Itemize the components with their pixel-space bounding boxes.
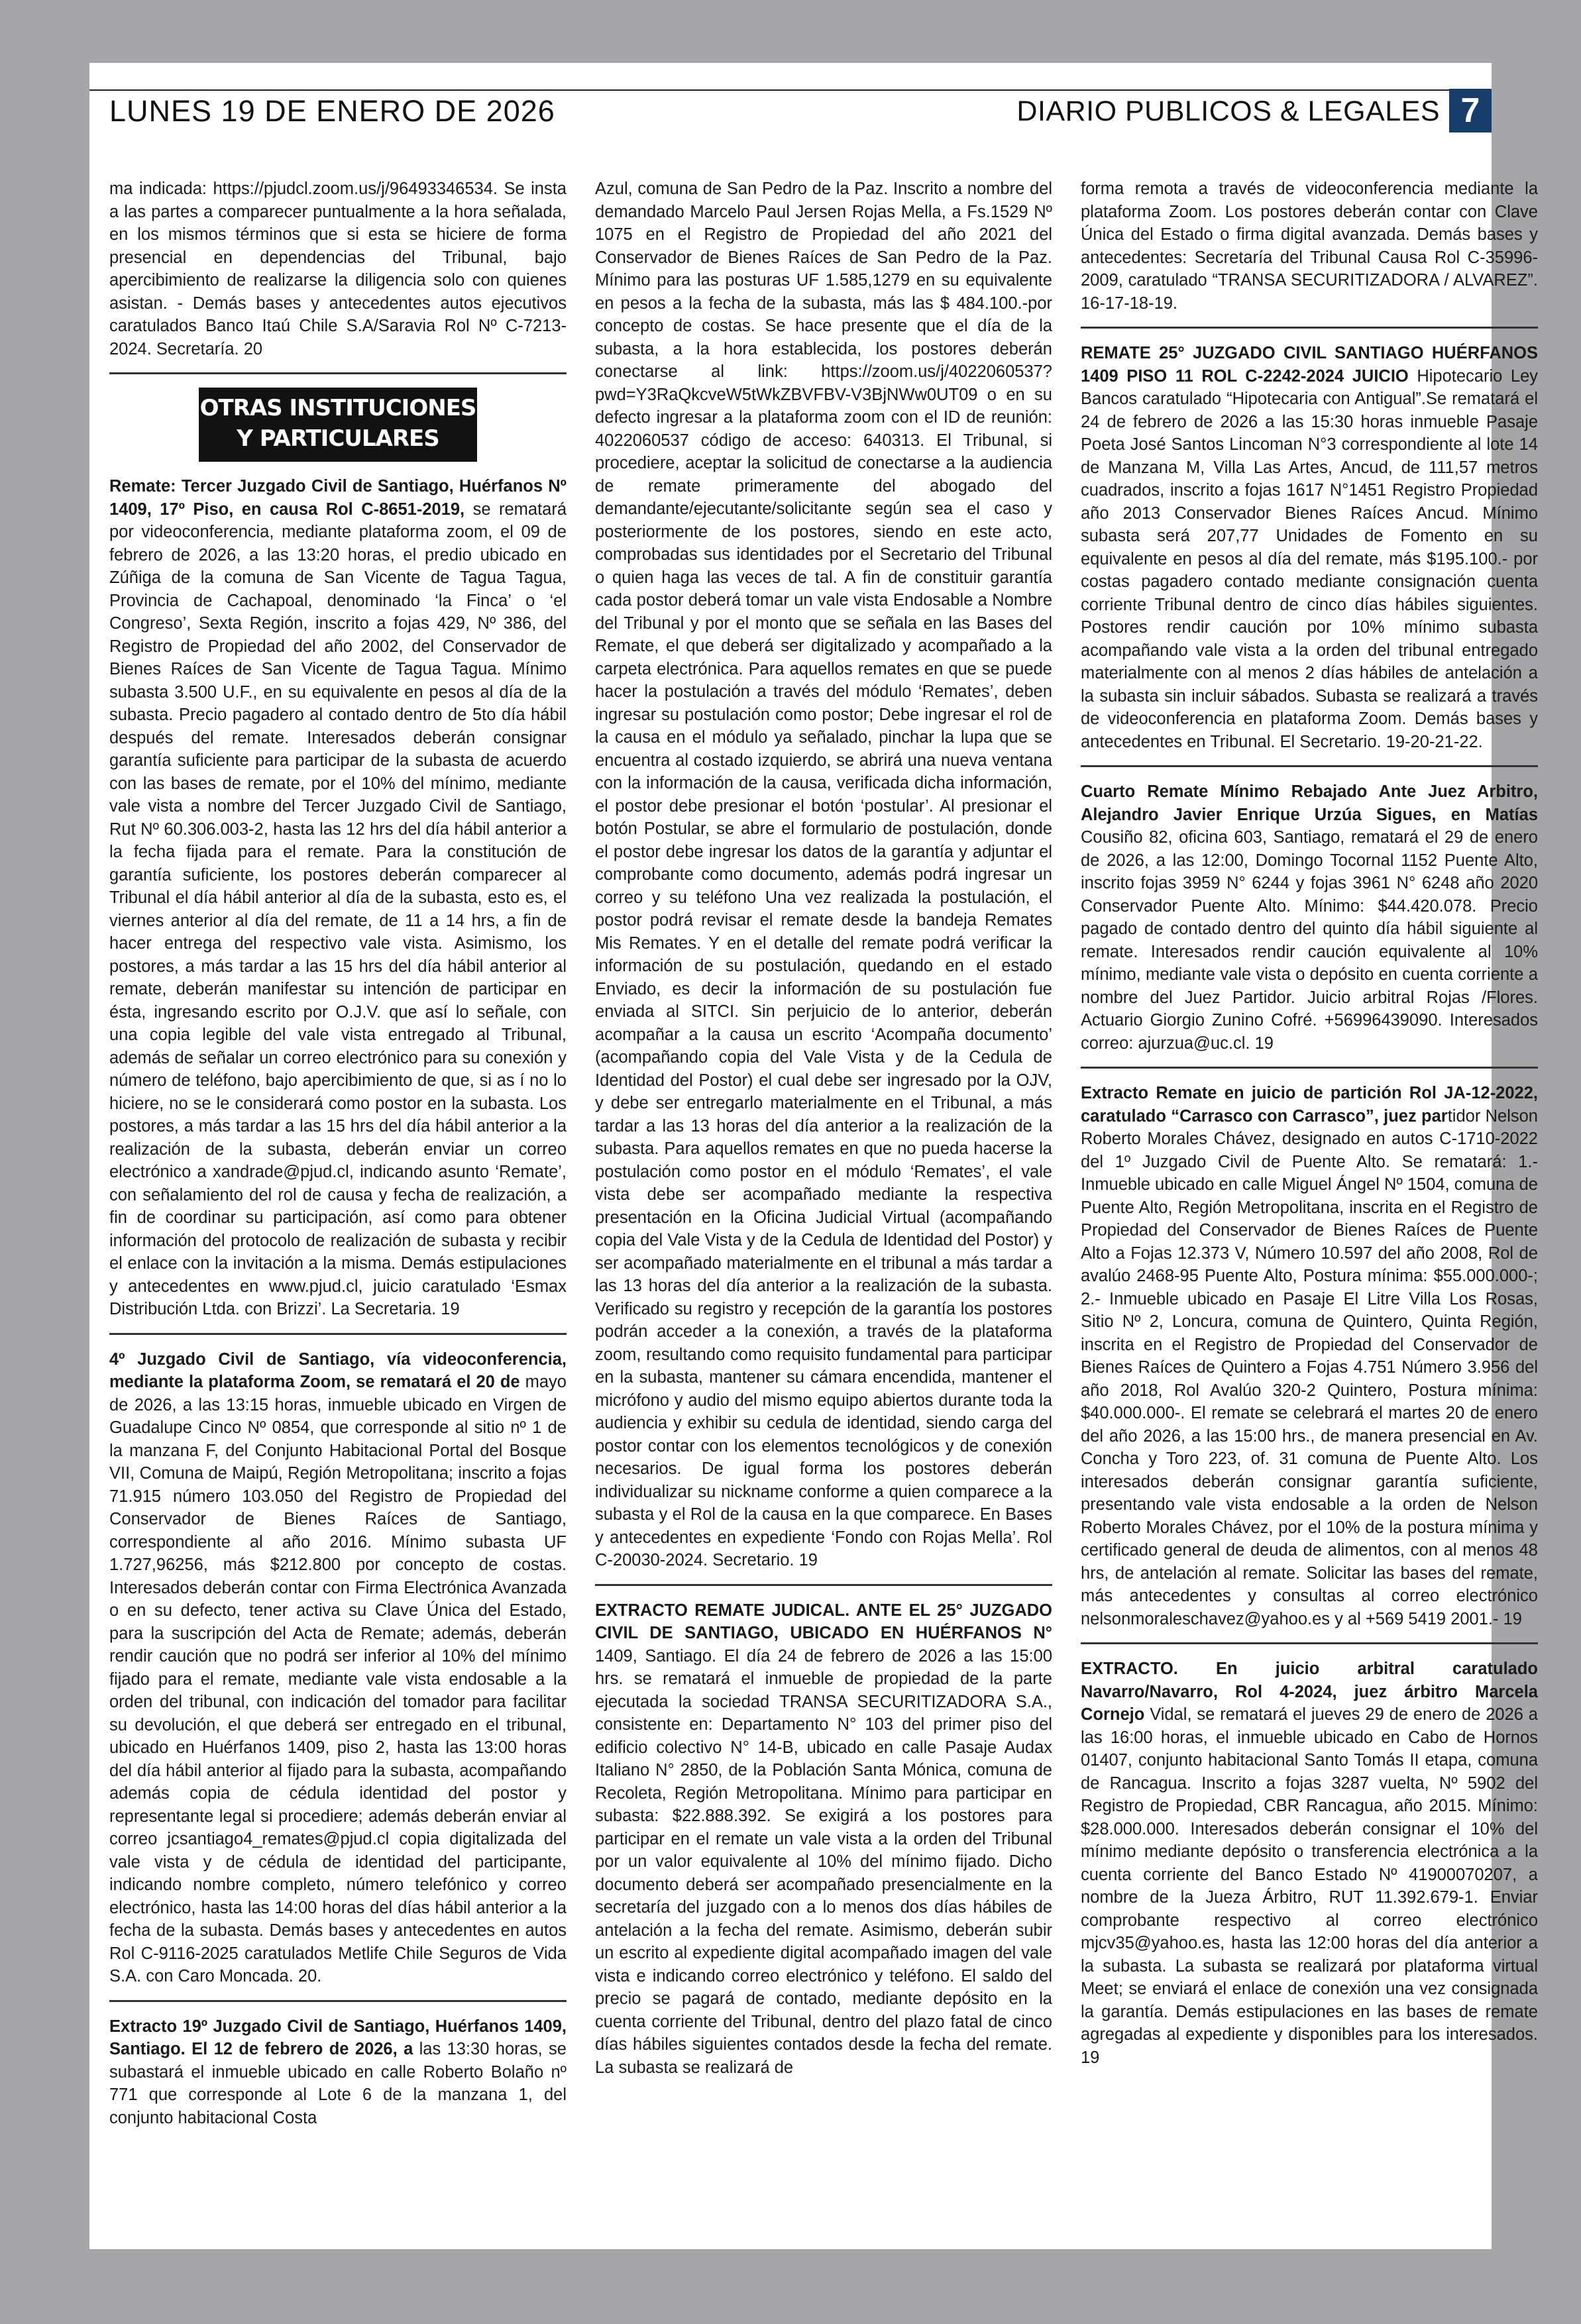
header-rule <box>89 89 1492 91</box>
notice-title: REMATE 25° JUZGADO CIVIL SANTIAGO HUÉRFANOS 1409 PISO 11 ROL C-2242-2024 JUICIO <box>1081 344 1538 386</box>
notice-title: Extracto Remate en juicio de partición Rol JA-12-2022, caratulado “Carrasco con Carrasco”, juez par <box>1081 1084 1538 1126</box>
notice-body: Azul, comuna de San Pedro de la Paz. Inscrito a nombre del demandado Marcelo Paul Jersen Rojas Mella, a Fs.1529 Nº 1075 en el Registro de Propiedad del año 2021 del Conservador de Bienes Raíces de San Pedro de la Paz. Mínimo para las posturas UF 1.585,1279 en su equivalente en pesos a la fecha de la subasta, más las $ 484.100.-por concepto de costas. Se hace presente que el día de la subasta, a la hora establecida, los postores deberán conectarse al link: https://zoom.us/j/4022060537?pwd=Y3RaQkcveW5tWkZBVFBV-V3BjNWw0UT09 o en su defecto ingresar a la plataforma zoom con el ID de reunión: 4022060537 código de acceso: 640313. El Tribunal, si procediere, aceptar la solicitud de conectarse a la audiencia de remate primeramente del abogado del demandante/ejecutante/solicitante según sea el caso y posteriormente de los postores, siendo en este acto, comprobadas sus identidades por el Secretario del Tribunal o quien haga las veces de tal. A fin de constituir garantía cada postor deberá tomar un vale vista Endosable a Nombre del Tribunal y por el monto que se señala en las Bases del Remate, el que deberá ser digitalizado y acompañado a la carpeta electrónica. Para aquellos remates en que se puede hacer la postulación a través del módulo ‘Remates’, deben ingresar su postulación como postor; Debe ingresar el rol de la causa en el módulo ya señalado, pinchar la lupa que se encuentra al costado izquierdo, se abrirá una nueva ventana con la información de la causa, verificada dicha información, el postor debe presionar el botón ‘postular’. Al presionar el botón Postular, se abre el formulario de postulación, donde el postor debe ingresar los datos de la garantía y adjuntar el comprobante como documento, además podrá ingresar un correo y su teléfono Una vez realizada la postulación, el postor podrá revisar el remate desde la bandeja Remates Mis Remates. Y en el detalle del remate podrá verificar la información de su postulación, quedando en el estado Enviado, es decir la información de su postulación fue enviada al SITCI. Sin perjuicio de lo anterior, deberán acompañar a la causa un escrito ‘Acompaña documento’ (acompañando copia del Vale Vista y de la Cedula de Identidad del Postor) el cual debe ser ingresado por la OJV, y debe ser entregarlo materialmente en el Tribunal, a más tardar a las 13 horas del día anterior a la realización de la subasta. Para aquellos remates en que no pueda hacerse la postulación como postor en el módulo ‘Remates’, el vale vista debe ser acompañado mediante la respectiva presentación en la Oficina Judicial Virtual (acompañando copia del Vale Vista y de la Cedula de Identidad del Postor) y ser acompañado materialmente en el tribunal a más tardar a las 13 horas del día anterior a la realización de la subasta. Verificado su registro y recepción de la garantía los postores podrán acceder a la conexión, a través de la plataforma zoom, resultando como requisito fundamental para participar en la subasta, mantener su cámara encendida, mantener el micrófono y audio del mismo equipo abiertos durante toda la audiencia y exhibir su cedula de identidad, siendo carga del postor contar con los elementos tecnológicos y de conexión necesarios. De igual forma los postores deberán individualizar su nickname conforme a quien comparece a la subasta y el Rol de la causa en la que comparece. En Bases y antecedentes en expediente ‘Fondo con Rojas Mella’. Rol C-20030-2024. Secretario. 19 <box>595 180 1052 1569</box>
notice-body: forma remota a través de videoconferencia mediante la plataforma Zoom. Los postores deberán contar con Clave Única del Estado o firma digital avanzada. Demás bases y antecedentes: Secretaría del Tribunal Causa Rol C-35996-2009, caratulado “TRANSA SECURITIZADORA / ALVAREZ”. 16-17-18-19. <box>1081 180 1538 313</box>
notice-title: Extracto 19º Juzgado Civil de Santiago, Huérfanos 1409, Santiago. El 12 de febrero de 2026, a <box>109 2017 567 2058</box>
columns <box>109 178 1538 2238</box>
header-date: LUNES 19 DE ENERO DE 2026 <box>109 94 555 128</box>
notice <box>109 1348 567 2002</box>
notice-body: ma indicada: https://pjudcl.zoom.us/j/96493346534. Se insta a las partes a comparecer puntualmente a la hora señalada, en los mismos términos que si esta se hiciere de forma presencial en dependencias del Tribunal, bajo apercibimiento de realizarse la diligencia solo con quienes asistan. - Demás bases y antecedentes autos ejecutivos caratulados Banco Itaú Chile S.A/Saravia Rol Nº C-7213-2024. Secretaría. 20 <box>109 180 567 358</box>
notice <box>109 178 567 374</box>
notice <box>1081 1082 1538 1644</box>
notice-body: las 13:30 horas, se subastará el inmueble ubicado en calle Roberto Bolaño nº 771 que corresponde al Lote 6 de la manzana 1, del conjunto habitacional Costa <box>109 2040 567 2127</box>
notice-title: Remate: Tercer Juzgado Civil de Santiago, Huérfanos Nº 1409, 17º Piso, en causa Rol C-8651-2019, <box>109 477 567 519</box>
notice <box>595 178 1052 1586</box>
notice <box>109 2015 567 2142</box>
column-3 <box>1081 178 1538 2238</box>
notice <box>1081 780 1538 1069</box>
publication-title: DIARIO PUBLICOS & LEGALES <box>1016 95 1440 127</box>
page-number: 7 <box>1449 89 1492 132</box>
notice-title: EXTRACTO REMATE JUDICAL. ANTE EL 25° JUZGADO CIVIL DE SANTIAGO, UBICADO EN HUÉRFANOS N° <box>595 1601 1052 1642</box>
notice <box>109 475 567 1335</box>
notice-body: Cousiño 82, oficina 603, Santiago, rematará el 29 de enero de 2026, a las 12:00, Domingo Tocornal 1152 Puente Alto, inscrito fojas 3959 N° 6244 y fojas 3961 N° 6248 año 2020 Conservador Puente Alto. Mínimo: $44.420.078. Precio pagado de contado dentro del quinto día hábil siguiente al remate. Interesados rendir caución equivalente al 10% mínimo, mediante vale vista o depósito en cuenta corriente a nombre del Juez Partidor. Juicio arbitral Rojas /Flores. Actuario Giorgio Zunino Cofré. +56996439090. Interesados correo: ajurzua@uc.cl. 19 <box>1081 828 1538 1053</box>
notice-body: mayo de 2026, a las 13:15 horas, inmueble ubicado en Virgen de Guadalupe Cinco Nº 0854, que corresponde al sitio nº 1 de la manzana F, del Conjunto Habitacional Portal del Bosque VII, Comuna de Maipú, Región Metropolitana; inscrito a fojas 71.915 número 103.050 del Registro de Propiedad del Conservador de Bienes Raíces de Santiago, correspondiente al año 2016. Mínimo subasta UF 1.727,96256, más $212.800 por concepto de costas. Interesados deberán contar con Firma Electrónica Avanzada o en su defecto, tener activa su Clave Única del Estado, para la suscripción del Acta de Remate; además, deberán rendir caución que no podrá ser inferior al 10% del mínimo fijado para el remate, mediante vale vista endosable a la orden del tribunal, con indicación del tomador para facilitar su devolución, el que deberá ser entregado en el tribunal, ubicado en Huérfanos 1409, piso 2, hasta las 13:00 horas del día hábil anterior al fijado para la subasta, acompañando además copia de cédula identidad del postor y representante legal si procediere; además deberán enviar al correo jcsantiago4_remates@pjud.cl copia digitalizada del vale vista y de cédula de identidad del participante, indicando nombre completo, número telefónico y correo electrónico, hasta las 14:00 horas del días hábil anterior a la fecha de la subasta. Demás bases y antecedentes en autos Rol C-9116-2025 caratulados Metlife Chile Seguros de Vida S.A. con Caro Moncada. 20. <box>109 1373 567 1985</box>
column-1 <box>109 178 567 2238</box>
notice-title: EXTRACTO. En juicio arbitral caratulado Navarro/Navarro, Rol 4-2024, juez árbitro Marcela Cornejo <box>1081 1660 1538 1724</box>
notice <box>1081 342 1538 767</box>
notice <box>595 1599 1052 2091</box>
notice <box>1081 1658 1538 2081</box>
notice <box>1081 178 1538 329</box>
notice-title: 4º Juzgado Civil de Santiago, vía videoconferencia, mediante la plataforma Zoom, se rematará el 20 de <box>109 1349 567 1391</box>
section-banner <box>199 388 477 462</box>
notice-body: Vidal, se rematará el jueves 29 de enero de 2026 a las 16:00 horas, el inmueble ubicado en Cabo de Hornos 01407, conjunto habitacional Santo Tomás II etapa, comuna de Rancagua. Inscrito a fojas 3287 vuelta, Nº 5902 del Registro de Propiedad, CBR Rancagua, año 2015. Mínimo: $28.000.000. Interesados deberán consignar el 10% del mínimo mediante depósito o transferencia electrónica a la cuenta corriente del Banco Estado Nº 41900070207, a nombre de la Jueza Árbitro, RUT 11.392.679-1. Enviar comprobante respectivo al correo electrónico mjcv35@yahoo.es, hasta las 12:00 horas del día anterior a la subasta. La subasta se realizará por plataforma virtual Meet; se enviará el enlace de conexión una vez consignada la garantía. Demás estipulaciones en las bases de remate agregadas al expediente y disponibles para los interesados. 19 <box>1081 1705 1538 2067</box>
notice-body: Hipotecario Ley Bancos caratulado “Hipotecaria con Antigual”.Se rematará el 24 de febrero de 2026 a las 15:30 horas inmueble Pasaje Poeta José Santos Lincoman N°3 correspondiente al lote 14 de Manzana M, Villa Las Artes, Ancud, de 111,57 metros cuadrados, inscrito a fojas 1617 N°1451 Registro Propiedad año 2013 Conservador Bienes Raíces Ancud. Mínimo subasta será 207,77 Unidades de Fomento en su equivalente en pesos al día del remate, más $195.100.- por costas pagadero contado mediante consignación cuenta corriente Tribunal dentro de cinco días hábiles siguientes. Postores rendir caución por 10% mínimo subasta acompañando vale vista a la orden del tribunal entregado materialmente con al menos 2 días hábiles de antelación a la subasta sin incluir sábados. Subasta se realizará a través de videoconferencia en plataforma Zoom. Demás bases y antecedentes en Tribunal. El Secretario. 19-20-21-22. <box>1081 366 1538 751</box>
notice-title: Cuarto Remate Mínimo Rebajado Ante Juez Arbitro, Alejandro Javier Enrique Urzúa Sigues, en Matías <box>1081 782 1538 824</box>
section-banner-line-2: Y PARTICULARES <box>237 425 439 452</box>
notice-body: tidor Nelson Roberto Morales Chávez, designado en autos C-1710-2022 del 1º Juzgado Civil de Puente Alto. Se rematará: 1.- Inmueble ubicado en calle Miguel Ángel Nº 1504, comuna de Puente Alto, Región Metropolitana, inscrita en el Registro de Propiedad del Conservador de Bienes Raíces de Puente Alto a Fojas 12.373 V, Número 10.597 del año 2008, Rol de avalúo 2468-95 Puente Alto, Postura mínima: $55.000.000-; 2.- Inmueble ubicado en Pasaje El Litre Villa Los Rosas, Sitio Nº 2, Loncura, comuna de Quintero, Quinta Región, inscrita en el Registro de Propiedad del Conservador de Bienes Raíces de Quintero a Fojas 4.751 Número 3.956 del año 2018, Rol Avalúo 320-2 Quintero, Postura mínima: $40.000.000-. El remate se celebrará el martes 20 de enero del año 2026, a las 15:00 hrs., de manera presencial en Av. Concha y Toro 223, of. 31 comuna de Puente Alto. Los interesados deberán consignar garantía suficiente, presentando vale vista endosable a la orden de Nelson Roberto Morales Chávez, por el 10% de la postura mínima y certificado general de deuda de alimentos, con al menos 48 hrs, de antelación al remate. Solicitar las bases del remate, más antecedentes y consultas al correo electrónico nelsonmoraleschavez@yahoo.es y al +569 5419 2001.- 19 <box>1081 1106 1538 1628</box>
column-2 <box>595 178 1052 2238</box>
notice-body: se rematará por videoconferencia, mediante plataforma zoom, el 09 de febrero de 2026, a las 13:20 horas, el predio ubicado en Zúñiga de la comuna de San Vicente de Tagua Tagua, Provincia de Cachapoal, denominado ‘la Finca’ o ‘el Congreso’, Sexta Región, inscrito a fojas 429, Nº 386, del Registro de Propiedad del año 2002, del Conservador de Bienes Raíces de San Vicente de Tagua Tagua. Mínimo subasta 3.500 U.F., en su equivalente en pesos al día de la subasta. Precio pagadero al contado dentro de 5to día hábil después del remate. Interesados deberán consignar garantía suficiente para participar de la subasta de acuerdo con las bases de remate, por el 10% del mínimo, mediante vale vista a nombre del Tercer Juzgado Civil de Santiago, Rut Nº 60.306.003-2, hasta las 12 hrs del día hábil anterior a la fecha fijada para el remate. Para la constitución de garantía suficiente, los postores deberán comparecer al Tribunal el día hábil anterior al día de la subasta, esto es, el viernes anterior al día del remate, de 11 a 14 hrs, a fin de hacer entrega del respectivo vale vista. Asimismo, los postores, a más tardar a las 15 hrs del día hábil anterior al remate, deberán manifestar su intención de participar en ésta, ingresando escrito por O.J.V. que así lo señale, con una copia legible del vale vista entregado al Tribunal, además de señalar un correo electrónico para su conexión y número de teléfono, bajo apercibimiento de que, si as í no lo hiciere, no se le considerará como postor en la subasta. Los postores, a más tardar a las 15 hrs del día hábil anterior a la realización de la subasta, deberán enviar un correo electrónico a xandrade@pjud.cl, indicando asunto ‘Remate’, con señalamiento del rol de causa y fecha de realización, a fin de coordinar su participación, así como para obtener información del protocolo de realización de subasta y recibir el enlace con la invitación a la misma. Demás estipulaciones y antecedentes en www.pjud.cl, juicio caratulado ‘Esmax Distribución Ltda. con Brizzi’. La Secretaria. 19 <box>109 500 567 1318</box>
page-header <box>109 93 1492 131</box>
section-banner-line-1: OTRAS INSTITUCIONES <box>199 395 476 421</box>
notice-body: 1409, Santiago. El día 24 de febrero de 2026 a las 15:00 hrs. se rematará el inmueble de propiedad de la parte ejecutada la sociedad TRANSA SECURITIZADORA S.A., consistente en: Departamento N° 103 del primer piso del edificio colectivo N° 14-B, ubicado en calle Pasaje Audax Italiano N° 2850, de la Población Santa Mónica, comuna de Recoleta, Región Metropolitana. Mínimo para participar en subasta: $22.888.392. Se exigirá a los postores para participar en el remate un vale vista a la orden del Tribunal por un valor equivalente al 10% del mínimo fijado. Dicho documento deberá ser acompañado presencialmente en la secretaría del juzgado con a lo menos dos días hábiles de antelación a la fecha del remate. Asimismo, deberán subir un escrito al expediente digital acompañado imagen del vale vista e indicando correo electrónico y teléfono. El saldo del precio se pagará de contado, mediante depósito en la cuenta corriente del Tribunal, dentro del plazo fatal de cinco días hábiles siguientes contados desde la fecha del remate. La subasta se realizará de <box>595 1646 1052 2077</box>
